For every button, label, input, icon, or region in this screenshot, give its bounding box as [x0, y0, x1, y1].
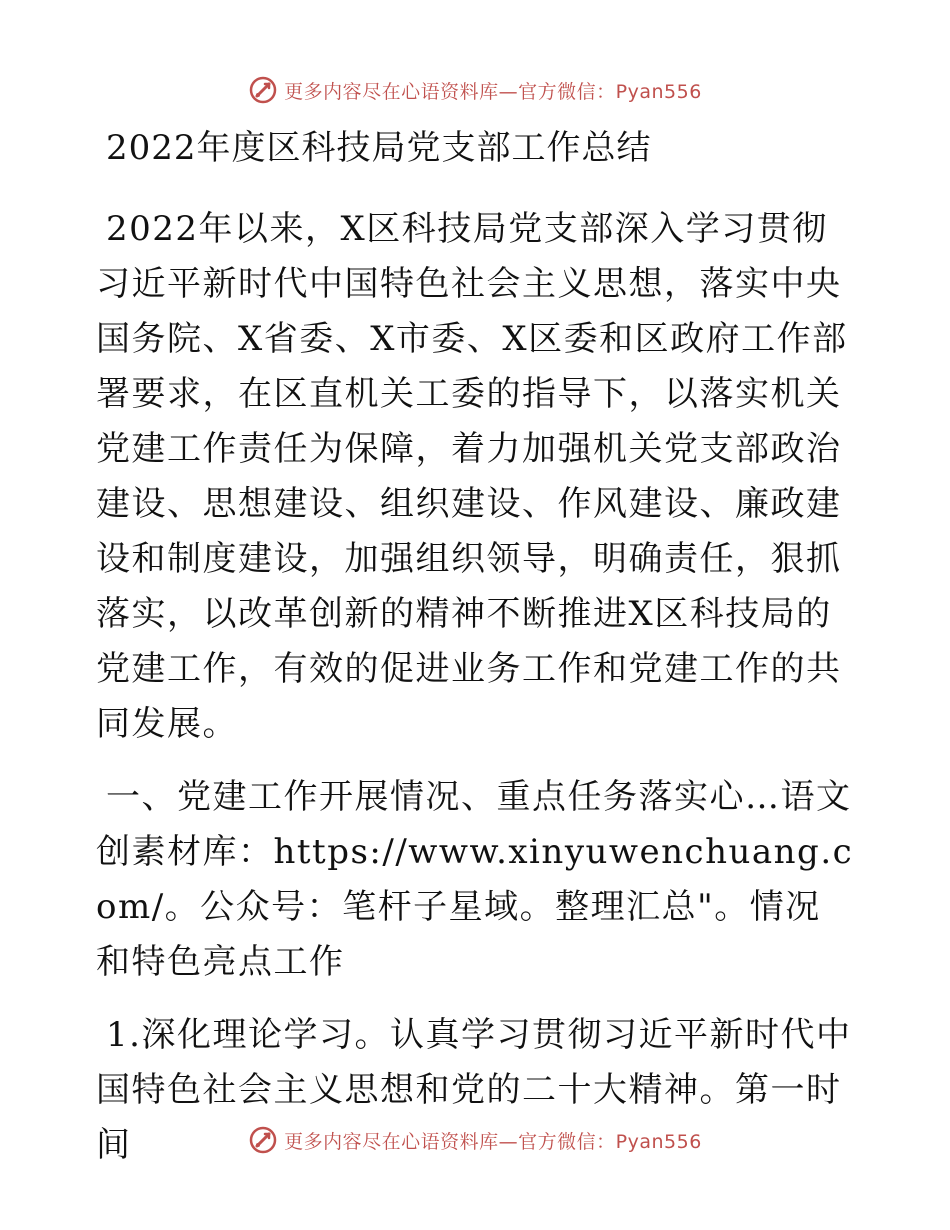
logo-icon: [248, 1125, 278, 1155]
watermark-header: [0, 70, 950, 110]
document-title: 2022年度区科技局党支部工作总结: [106, 128, 652, 168]
paragraph-section-heading: 一、党建工作开展情况、重点任务落实心…语文创素材库：https://www.xinyuwenchuang.com/。公众号：笔杆子星域。整理汇总"。情况和特色亮点工作: [96, 777, 854, 982]
paragraph-item-1: 1.深化理论学习。认真学习贯彻习近平新时代中国特色社会主义思想和党的二十大精神。第一时间: [96, 1015, 852, 1165]
logo-icon: [248, 75, 278, 105]
watermark-footer: [0, 1120, 950, 1160]
document-body: [96, 122, 856, 1173]
watermark-text: 更多内容尽在心语资料库—官方微信：Pyan556: [284, 80, 702, 103]
paragraph-intro: 2022年以来，X区科技局党支部深入学习贯彻习近平新时代中国特色社会主义思想，落实中央国务院、X省委、X市委、X区委和区政府工作部署要求，在区直机关工委的指导下，以落实机关党建工作责任为保障，着力加强机关党支部政治建设、思想建设、组织建设、作风建设、廉政建设和制度建设，加强组织领导，明确责任，狠抓落实，以改革创新的精神不断推进X区科技局的党建工作，有效的促进业务工作和党建工作的共同发展。: [96, 209, 848, 744]
watermark-text: 更多内容尽在心语资料库—官方微信：Pyan556: [284, 1130, 702, 1153]
